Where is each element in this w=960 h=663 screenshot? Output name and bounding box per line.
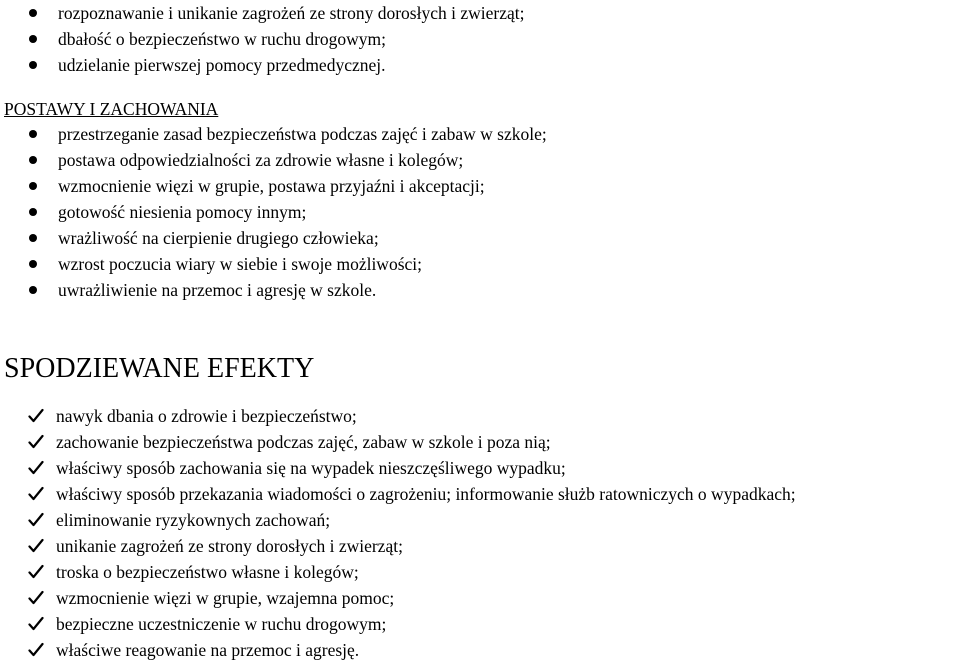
checkmark-icon bbox=[28, 616, 44, 632]
list-item bbox=[0, 225, 547, 251]
list-item bbox=[0, 199, 547, 225]
checkmark-icon bbox=[28, 460, 44, 476]
list-item bbox=[0, 251, 547, 277]
list-item-text: nawyk dbania o zdrowie i bezpieczeństwo; bbox=[56, 406, 357, 426]
list-item-text: przestrzeganie zasad bezpieczeństwa podczas zajęć i zabaw w szkole; bbox=[58, 124, 547, 144]
list-item-text: rozpoznawanie i unikanie zagrożeń ze strony dorosłych i zwierząt; bbox=[58, 3, 525, 23]
list-item bbox=[0, 147, 547, 173]
bullet-dot-icon bbox=[29, 234, 37, 242]
checkmark-icon bbox=[28, 408, 44, 424]
list-item bbox=[0, 611, 796, 637]
list-item bbox=[0, 481, 796, 507]
bullet-dot-icon bbox=[29, 260, 37, 268]
postawy-heading: POSTAWY I ZACHOWANIA bbox=[4, 99, 219, 119]
list-item bbox=[0, 637, 796, 663]
list-item bbox=[0, 52, 524, 78]
list-item bbox=[0, 585, 796, 611]
checkmark-icon bbox=[28, 642, 44, 658]
list-item-text: udzielanie pierwszej pomocy przedmedycznej. bbox=[58, 55, 386, 75]
checkmark-icon bbox=[28, 564, 44, 580]
list-item-text: bezpieczne uczestniczenie w ruchu drogowym; bbox=[56, 614, 387, 634]
bullet-dot-icon bbox=[29, 35, 37, 43]
list-item bbox=[0, 277, 547, 303]
list-item-text: gotowość niesienia pomocy innym; bbox=[58, 202, 307, 222]
list-item-text: właściwe reagowanie na przemoc i agresję. bbox=[56, 640, 360, 660]
list-item-text: unikanie zagrożeń ze strony dorosłych i zwierząt; bbox=[56, 536, 403, 556]
list-item bbox=[0, 507, 796, 533]
bullet-dot-icon bbox=[29, 208, 37, 216]
list-item-text: zachowanie bezpieczeństwa podczas zajęć, zabaw w szkole i poza nią; bbox=[56, 432, 551, 452]
list-item bbox=[0, 26, 524, 52]
list-item-text: postawa odpowiedzialności za zdrowie własne i kolegów; bbox=[58, 150, 464, 170]
efekty-heading: SPODZIEWANE EFEKTY bbox=[4, 353, 315, 384]
bullet-dot-icon bbox=[29, 286, 37, 294]
list-item-text: uwrażliwienie na przemoc i agresję w szkole. bbox=[58, 280, 377, 300]
list-item bbox=[0, 0, 524, 26]
checkmark-icon bbox=[28, 434, 44, 450]
list-item bbox=[0, 121, 547, 147]
bullet-dot-icon bbox=[29, 61, 37, 69]
list-item-text: wzrost poczucia wiary w siebie i swoje możliwości; bbox=[58, 254, 422, 274]
bullet-dot-icon bbox=[29, 130, 37, 138]
bullet-dot-icon bbox=[29, 9, 37, 17]
list-item-text: właściwy sposób przekazania wiadomości o zagrożeniu; informowanie służb ratowniczych o wypadkach; bbox=[56, 484, 796, 504]
checkmark-icon bbox=[28, 590, 44, 606]
checkmark-icon bbox=[28, 538, 44, 554]
list-item bbox=[0, 455, 796, 481]
checkmark-icon bbox=[28, 486, 44, 502]
list-item bbox=[0, 429, 796, 455]
top-bullet-list bbox=[0, 0, 524, 78]
list-item bbox=[0, 173, 547, 199]
list-item-text: wzmocnienie więzi w grupie, wzajemna pomoc; bbox=[56, 588, 395, 608]
list-item-text: właściwy sposób zachowania się na wypadek nieszczęśliwego wypadku; bbox=[56, 458, 566, 478]
list-item bbox=[0, 403, 796, 429]
list-item-text: wzmocnienie więzi w grupie, postawa przyjaźni i akceptacji; bbox=[58, 176, 485, 196]
bullet-dot-icon bbox=[29, 182, 37, 190]
list-item-text: wrażliwość na cierpienie drugiego człowieka; bbox=[58, 228, 379, 248]
list-item-text: troska o bezpieczeństwo własne i kolegów; bbox=[56, 562, 359, 582]
list-item-text: eliminowanie ryzykownych zachowań; bbox=[56, 510, 331, 530]
bullet-dot-icon bbox=[29, 156, 37, 164]
list-item-text: dbałość o bezpieczeństwo w ruchu drogowym; bbox=[58, 29, 387, 49]
efekty-check-list bbox=[0, 403, 796, 663]
list-item bbox=[0, 533, 796, 559]
checkmark-icon bbox=[28, 512, 44, 528]
postawy-bullet-list bbox=[0, 121, 547, 303]
list-item bbox=[0, 559, 796, 585]
